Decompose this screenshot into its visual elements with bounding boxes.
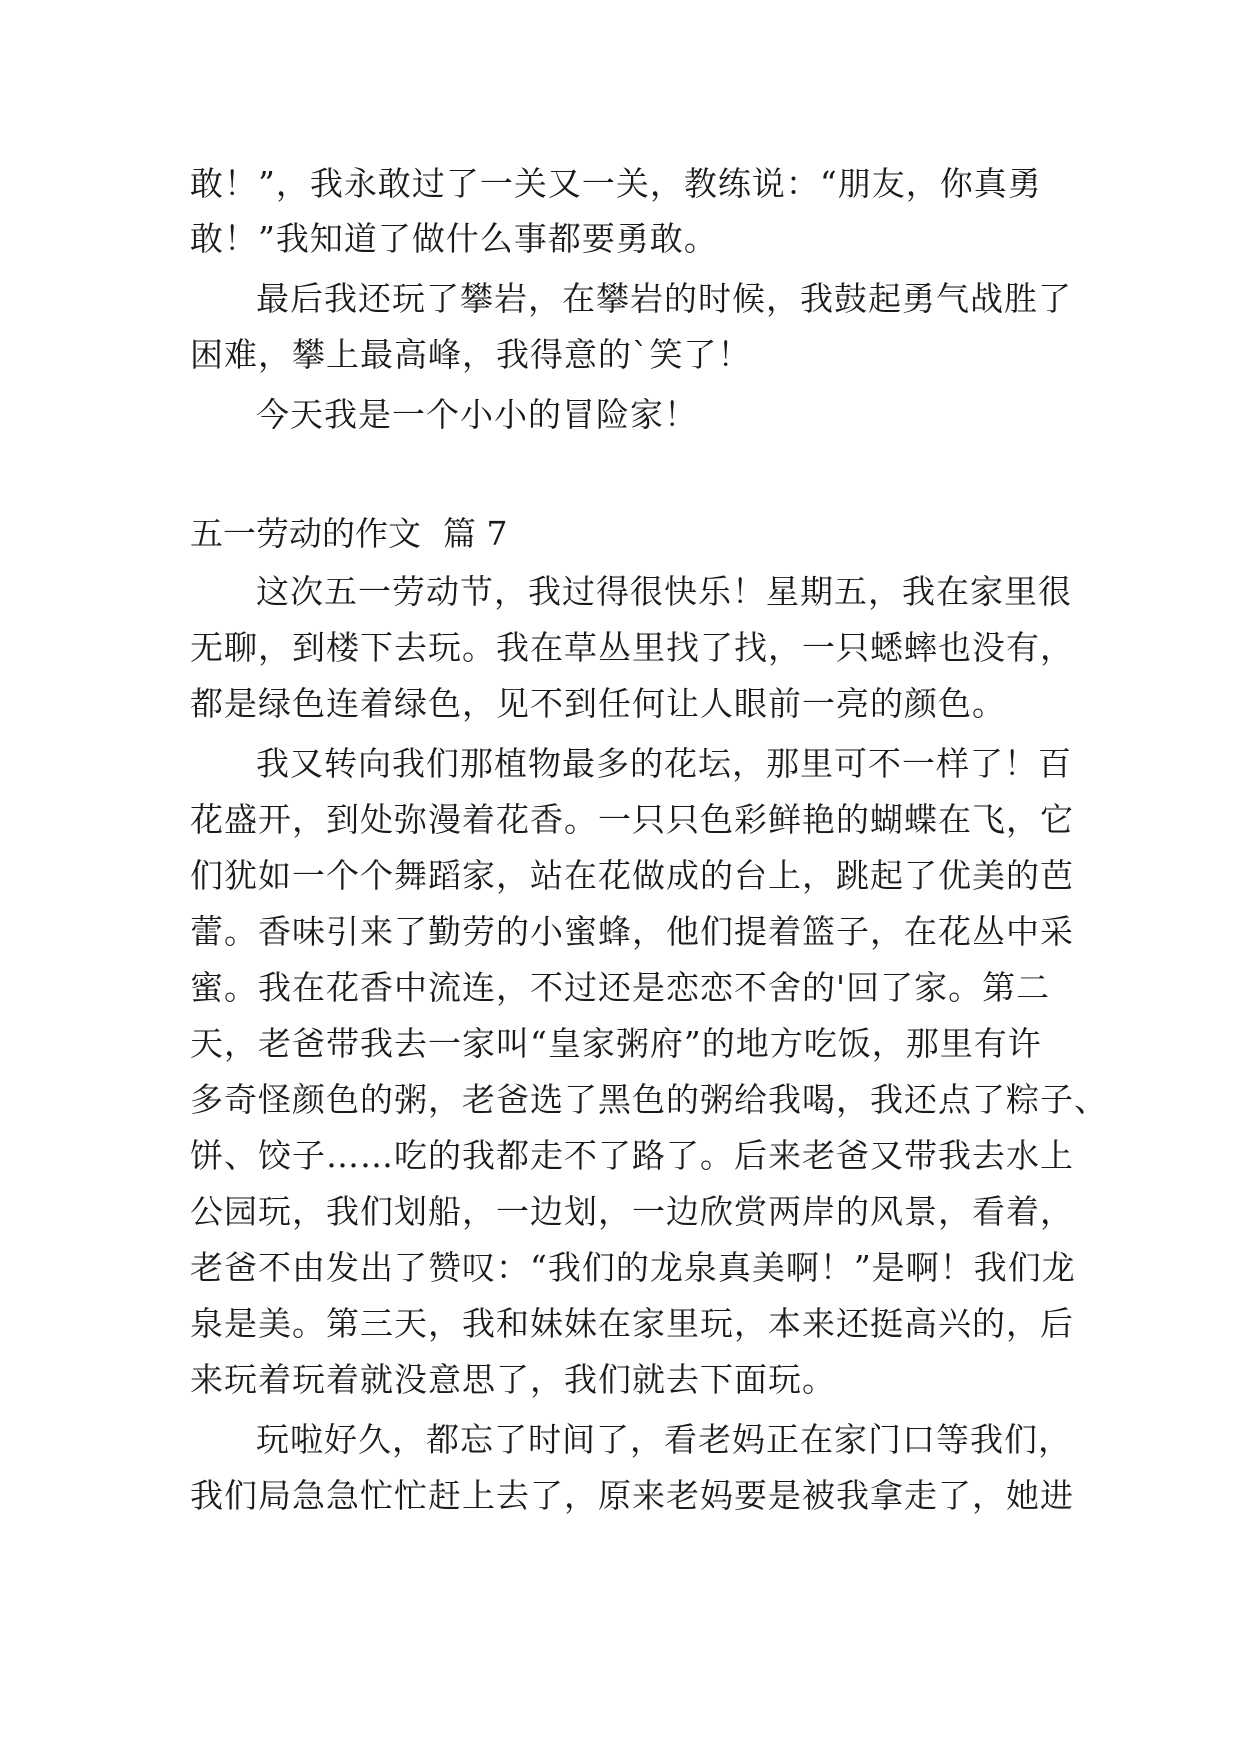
paragraph-line: 来玩着玩着就没意思了，我们就去下面玩。	[190, 1360, 836, 1399]
paragraph-line: 都是绿色连着绿色，见不到任何让人眼前一亮的颜色。	[190, 684, 1006, 723]
paragraph-line: 饼、饺子……吃的我都走不了路了。后来老爸又带我去水上	[190, 1136, 1074, 1175]
paragraph-line: 蜜。我在花香中流连，不过还是恋恋不舍的'回了家。第二	[190, 968, 1051, 1007]
paragraph-line: 困难，攀上最高峰，我得意的`笑了！	[190, 335, 752, 374]
heading-title: 五一劳动的作文	[190, 514, 421, 553]
paragraph-line: 们犹如一个个舞蹈家，站在花做成的台上，跳起了优美的芭	[190, 856, 1074, 895]
paragraph-line: 泉是美。第三天，我和妹妹在家里玩，本来还挺高兴的，后	[190, 1304, 1074, 1343]
paragraph-line: 老爸不由发出了赞叹：“我们的龙泉真美啊！”是啊！我们龙	[190, 1248, 1076, 1287]
paragraph-line: 这次五一劳动节，我过得很快乐！星期五，我在家里很	[256, 572, 1072, 611]
paragraph-line: 蕾。香味引来了勤劳的小蜜蜂，他们提着篮子，在花丛中采	[190, 912, 1074, 951]
heading-part: 篇 7	[443, 514, 508, 553]
paragraph-line: 公园玩，我们划船，一边划，一边欣赏两岸的风景，看着，	[190, 1192, 1074, 1231]
section-heading	[190, 514, 508, 554]
paragraph-line: 无聊，到楼下去玩。我在草丛里找了找，一只蟋蟀也没有，	[190, 628, 1074, 667]
paragraph-line: 敢！”我知道了做什么事都要勇敢。	[190, 219, 718, 258]
paragraph-line: 多奇怪颜色的粥，老爸选了黑色的粥给我喝，我还点了粽子、	[190, 1080, 1108, 1119]
paragraph-line: 花盛开，到处弥漫着花香。一只只色彩鲜艳的蝴蝶在飞，它	[190, 800, 1074, 839]
paragraph-line: 天，老爸带我去一家叫“皇家粥府”的地方吃饭，那里有许	[190, 1024, 1042, 1063]
paragraph-line: 我们局急急忙忙赶上去了，原来老妈要是被我拿走了，她进	[190, 1476, 1074, 1515]
paragraph-line: 最后我还玩了攀岩，在攀岩的时候，我鼓起勇气战胜了	[256, 279, 1072, 318]
paragraph-line: 我又转向我们那植物最多的花坛，那里可不一样了！百	[256, 744, 1072, 783]
paragraph-line: 今天我是一个小小的冒险家！	[256, 395, 698, 434]
paragraph-line: 敢！”，我永敢过了一关又一关，教练说：“朋友，你真勇	[190, 164, 1042, 203]
paragraph-line: 玩啦好久，都忘了时间了，看老妈正在家门口等我们，	[256, 1420, 1072, 1459]
